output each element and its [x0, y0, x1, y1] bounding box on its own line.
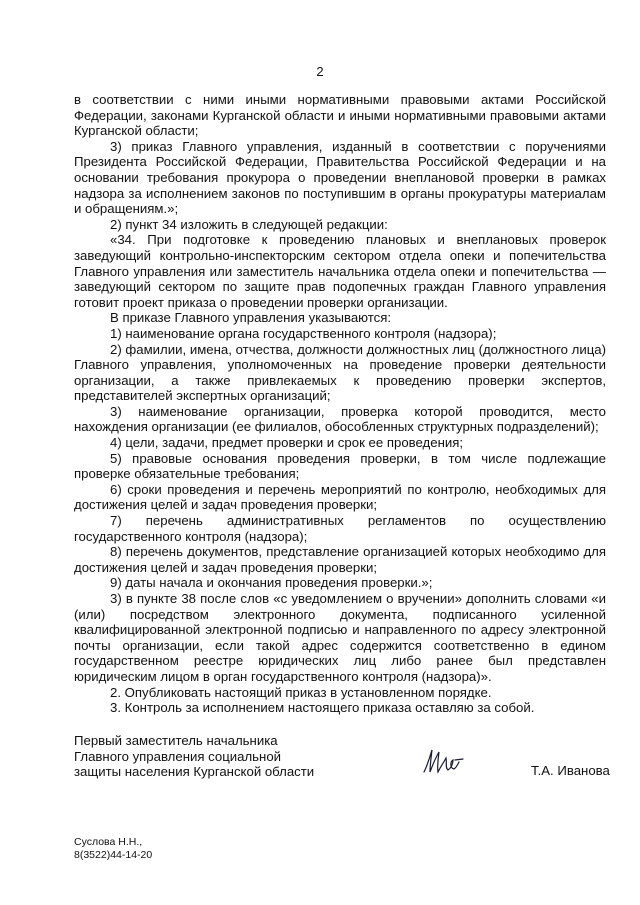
paragraph: 3) приказ Главного управления, изданный в соответствии с поручениями Президента Российской Федерации, Правительства Российской Федерации и на основании требования прокурора о проведении внеплановой проверки в рамках надзора за исполнением законов по поступившим в органы прокуратуры материалам и обращениям.»; [74, 138, 606, 217]
paragraph: 2. Опубликовать настоящий приказ в установленном порядке. [110, 684, 492, 700]
paragraph: 1) наименование органа государственного контроля (надзора); [110, 325, 497, 341]
paragraph: 5) правовые основания проведения проверки, в том числе подлежащие проверке обязательные требования; [74, 450, 606, 482]
paragraph: 4) цели, задачи, предмет проверки и срок ее проведения; [110, 435, 464, 451]
executor-block [74, 836, 152, 861]
executor-phone: 8(3522)44-14-20 [74, 848, 153, 861]
document-body [74, 92, 606, 716]
signatory-position [74, 733, 314, 780]
paragraph: 3) в пункте 38 после слов «с уведомлением о вручении» дополнить словами «и (или) посредством электронного документа, подписанного усиленной квалифицированной электронной подписью и направленного по адресу электронной почты организации, если такой адрес содержится соответственно в едином государственном реестре юридических лиц либо ранее был представлен юридическим лицом в орган государственного контроля (надзора)». [74, 591, 606, 684]
paragraph: 7) перечень административных регламентов по осуществлению государственного контроля (надзора); [74, 513, 606, 544]
paragraph: в соответствии с ними иными нормативными правовыми актами Российской Федерации, законами Курганской области и иными нормативными правовыми актами Курганской области; [74, 92, 606, 139]
paragraph: 6) сроки проведения и перечень мероприятий по контролю, необходимых для достижения целей и задач проведения проверки; [74, 481, 606, 513]
signatory-name: Т.А. Иванова [531, 763, 610, 778]
signatory-position-line: защиты населения Курганской области [74, 764, 315, 780]
paragraph: 2) пункт 34 изложить в следующей редакции: [110, 216, 388, 232]
paragraph: 8) перечень документов, представление организацией которых необходимо для достижения целей и задач проведения проверки; [74, 544, 606, 575]
paragraph: 9) даты начала и окончания проведения проверки.»; [110, 575, 433, 591]
executor-name: Суслова Н.Н., [74, 836, 143, 848]
paragraph: 3) наименование организации, проверка которой проводится, место нахождения организации (ее филиалов, обособленных структурных подразделений); [74, 403, 606, 435]
signatory-position-line: Главного управления социальной [74, 748, 282, 764]
signatory-position-line: Первый заместитель начальника [74, 733, 278, 748]
paragraph: «34. При подготовке к проведению плановых и внеплановых проверок заведующий контрольно-инспекторским сектором отдела опеки и попечительства Главного управления или заместитель начальника отдела опеки и попечительства — заведующий сектором по защите прав подопечных граждан Главного управления готовит проект приказа о проведении проверки организации. [74, 232, 606, 310]
paragraph: 2) фамилии, имена, отчества, должности должностных лиц (должностного лица) Главного управления, уполномоченных на проведение проверки деятельности организации, а также привлекаемых к проведению проверки экспертов, представителей экспертных организаций; [74, 341, 606, 404]
paragraph: 3. Контроль за исполнением настоящего приказа оставляю за собой. [110, 700, 535, 716]
handwritten-signature [420, 742, 466, 782]
paragraph: В приказе Главного управления указываются: [110, 310, 392, 326]
page-number: 2 [316, 64, 324, 79]
